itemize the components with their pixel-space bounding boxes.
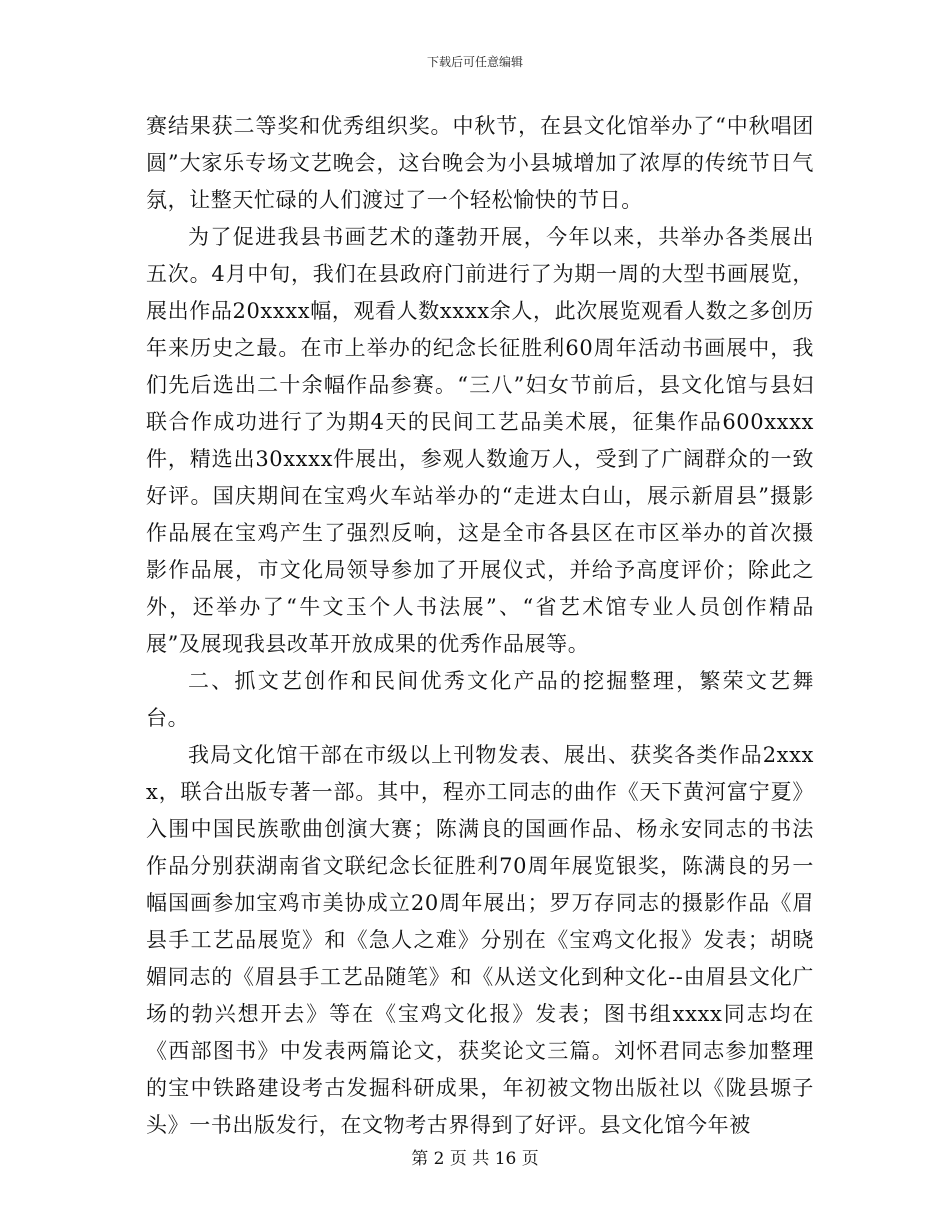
- paragraph-3: 我局文化馆干部在市级以上刊物发表、展出、获奖各类作品2xxxx，联合出版专著一部。其中，程亦工同志的曲作《天下黄河富宁夏》入围中国民族歌曲创演大赛；陈满良的国画作品、杨永安同志的书法作品分别获湖南省文联纪念长征胜利70周年展览银奖，陈满良的另一幅国画参加宝鸡市美协成立20周年展出；罗万存同志的摄影作品《眉县手工艺品展览》和《急人之难》分别在《宝鸡文化报》发表；胡晓媚同志的《眉县手工艺品随笔》和《从送文化到种文化--由眉县文化广场的勃兴想开去》等在《宝鸡文化报》发表；图书组xxxx同志均在《西部图书》中发表两篇论文，获奖论文三篇。刘怀君同志参加整理的宝中铁路建设考古发掘科研成果，年初被文物出版社以《陇县塬子头》一书出版发行，在文物考古界得到了好评。县文化馆今年被: [146, 743, 814, 1137]
- section-heading: 二、抓文艺创作和民间优秀文化产品的挖掘整理，繁荣文艺舞台。: [146, 669, 814, 730]
- paragraph-1: 赛结果获二等奖和优秀组织奖。中秋节，在县文化馆举办了“中秋唱团圆”大家乐专场文艺晚会，这台晚会为小县城增加了浓厚的传统节日气氛，让整天忙碌的人们渡过了一个轻松愉快的节日。: [146, 114, 814, 212]
- paragraph-2: 为了促进我县书画艺术的蓬勃开展，今年以来，共举办各类展出五次。4月中旬，我们在县政府门前进行了为期一周的大型书画展览，展出作品20xxxx幅，观看人数xxxx余人，此次展览观看人数之多创历年来历史之最。在市上举办的纪念长征胜利60周年活动书画展中，我们先后选出二十余幅作品参赛。“三八”妇女节前后，县文化馆与县妇联合作成功进行了为期4天的民间工艺品美术展，征集作品600xxxx件，精选出30xxxx件展出，参观人数逾万人，受到了广阔群众的一致好评。国庆期间在宝鸡火车站举办的“走进太白山，展示新眉县”摄影作品展在宝鸡产生了强烈反响，这是全市各县区在市区举办的首次摄影作品展，市文化局领导参加了开展仪式，并给予高度评价；除此之外，还举办了“牛文玉个人书法展”、“省艺术馆专业人员创作精品展”及展现我县改革开放成果的优秀作品展等。: [146, 225, 814, 656]
- page-number: 第 2 页 共 16 页: [411, 1149, 539, 1169]
- document-body: [146, 108, 814, 1144]
- page-header: 下载后可任意编辑: [426, 55, 523, 69]
